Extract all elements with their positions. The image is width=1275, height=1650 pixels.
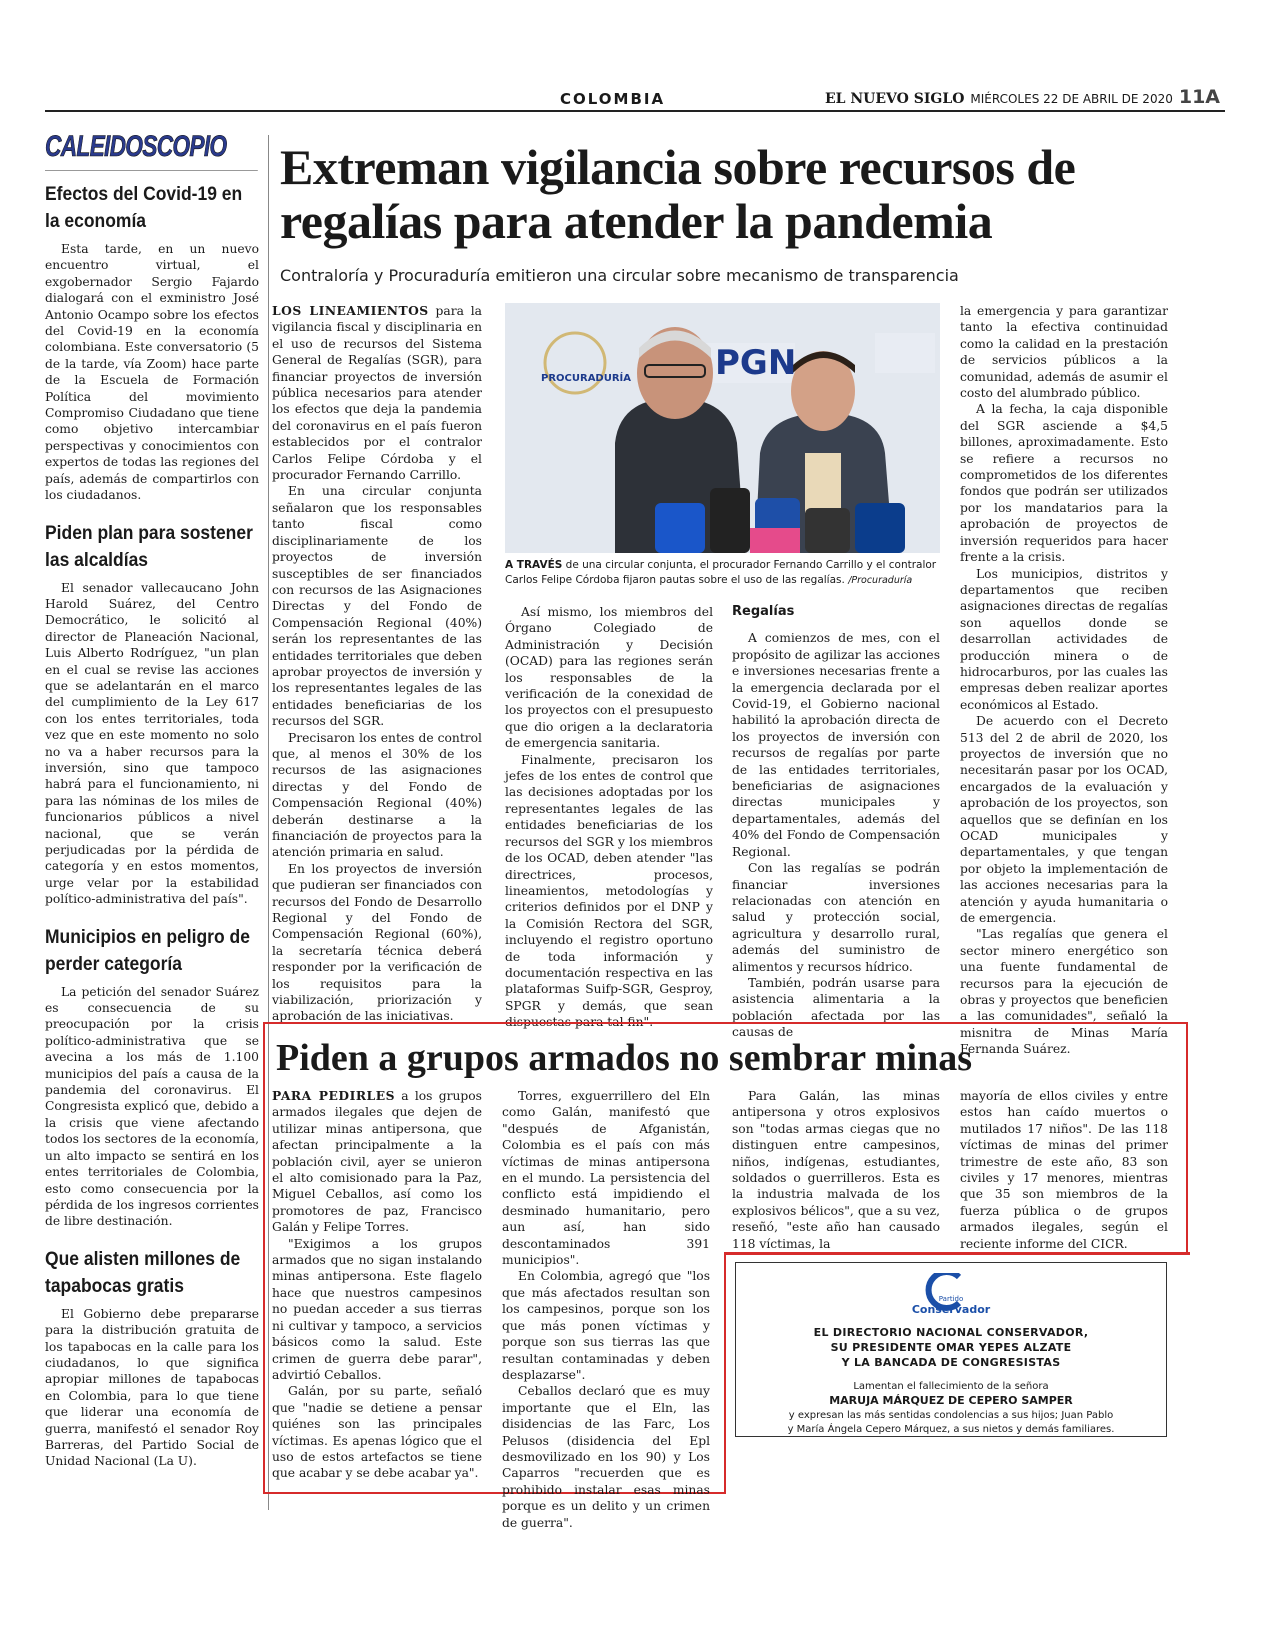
notice-heading-line: EL DIRECTORIO NACIONAL CONSERVADOR, — [813, 1326, 1089, 1339]
paragraph: mayoría de ellos civiles y entre estos han caído muertos o mutilados 17 niños". De las 118 víctimas de minas del primer trimestre de este año, 83 son civiles y 17 menores, mientras que 35 son miembros de la fuerza pública o de grupos armados ilegales, según el reciente informe del CICR. — [960, 1089, 1168, 1251]
newspaper-name: EL NUEVO SIGLO — [824, 91, 965, 107]
brief-body: Esta tarde, en un nuevo encuentro virtual, el exgobernador Sergio Fajardo dialogará con el exministro José Antonio Ocampo sobre los efectos del Covid-19 en la economía colombiana. Este conversatorio (5 de la tarde, vía Zoom) hace parte de la Escuela de Formación Política del movimiento Compromiso Ciudadano que tiene como objetivo intercambiar perspectivas y conocimientos con expertos de todas las regiones del país, además de compartirlos con los ciudadanos. — [45, 242, 259, 503]
brief-body: La petición del senador Suárez es consecuencia de su preocupación por la crisis político-administrativa que se avecina a los más de 1.100 municipios del país a causa de la pandemia del coronavirus. El Congresista explicó que, debido a la crisis que viene afectando todos los sectores de la economía, un alto impacto se sentirá en los entes territoriales de Colombia, esto como consecuencia por la pérdida de los ingresos corrientes de libre destinación. — [45, 984, 259, 1229]
brief-body: El senador vallecaucano John Harold Suárez, del Centro Democrático, le solicitó al director de Planeación Nacional, Luis Alberto Rodríguez, "un plan en el cual se revise las acciones que se adelantarán en el marco del cumplimiento de la Ley 617 con los entes territoriales, toda vez que en este momento no solo no va a haber recursos para la inversión, sino que tampoco habrá para el funcionamiento, ni para las nóminas de los miles de funcionarios públicos a nivel nacional, que se verán perjudicadas por la pérdida de categoría y en estos momentos, urge velar por la estabilidad político-administrativa del país". — [45, 580, 259, 907]
caleidoscopio-banner: CALEIDOSCOPIO — [45, 130, 258, 171]
paragraph: A la fecha, la caja disponible del SGR asciende a $4,5 billones, aproximadamente. Esto se refiere a recursos no comprometidos de los diferentes fondos que podrán ser utilizados por los mandatarios para la aprobación de proyectos de inversión requeridos para hacer frente a la crisis. — [960, 402, 1168, 565]
paragraph: para la vigilancia fiscal y disciplinaria en el uso de recursos del Sistema General de Regalías (SGR), para financiar proyectos de inversión pública necesarios para atender los efectos que deja la pandemia del coronavirus en el país fueron establecidos por el contralor Carlos Felipe Córdoba y el procurador Fernando Carrillo. — [272, 304, 482, 483]
caption-text: de una circular conjunta, el procurador Fernando Carrillo y el contralor Carlos Felipe Córdoba fijaron pautas sobre el uso de las regalías. — [505, 559, 937, 586]
lead-word: LOS LINEAMIENTOS — [272, 303, 429, 318]
paragraph: "Exigimos a los grupos armados que no sigan instalando minas antipersona. Este flagelo hace que nuestros campesinos no puedan acceder a sus tierras ni cultivar y tampoco, a servicios básicos como la salud. Este crimen de guerra debe parar", advirtió Ceballos. — [272, 1236, 482, 1382]
main-subheadline: Contraloría y Procuraduría emitieron una circular sobre mecanismo de transparencia — [280, 266, 959, 285]
deceased-name: MARUJA MÁRQUEZ DE CEPERO SAMPER — [829, 1394, 1073, 1407]
section-label: COLOMBIA — [560, 90, 666, 108]
brief-headline: Efectos del Covid-19 en la economía — [45, 184, 243, 232]
pgn-logo-text: PGN — [715, 343, 797, 383]
press-photo — [505, 303, 940, 553]
notice-heading-line: SU PRESIDENTE OMAR YEPES ALZATE — [830, 1341, 1072, 1354]
crosshead: Regalías — [732, 604, 795, 619]
notice-body — [736, 1380, 1166, 1437]
paragraph: Los municipios, distritos y departamentos que reciben asignaciones directas de regalías son aquellos donde se desarrollan actividades de producción minera o de hidrocarburos, por las cuales las empresas deben realizar aportes económicos al Estado. — [960, 566, 1168, 712]
procuraduria-banner-text: PROCURADURÍA — [541, 373, 632, 384]
notice-text: y María Ángela Cepero Márquez, a sus nietos y demás familiares. — [787, 1424, 1115, 1435]
paragraph: Ceballos declaró que es muy importante que el Eln, las disidencias de las Farc, Los Pelusos (disidencia del Epl desmovilizado en los 90) y Los Caparros "recuerden que es prohibido instalar esas minas porque es un delito y un crimen de guerra". — [502, 1384, 710, 1530]
issue-date: MIÉRCOLES 22 DE ABRIL DE 2020 — [970, 92, 1173, 106]
paragraph: "Las regalías que genera el sector minero energético son una fuente fundamental de recursos para la ejecución de obras y proyectos que beneficien a las comunidades", señaló la misnitra de Minas María Fernanda Suárez. — [960, 927, 1168, 1057]
paragraph: Así mismo, los miembros del Órgano Colegiado de Administración y Decisión (OCAD) para las regiones serán los responsables de la verificación de la conexidad de los proyectos con el presupuesto que dio origen a la declaratoria de emergencia sanitaria. — [505, 605, 713, 751]
highlight-box-join — [724, 1252, 1190, 1255]
photo-caption — [505, 558, 940, 588]
main-story-column-3 — [732, 604, 940, 1041]
caleidoscopio-column — [45, 130, 259, 1486]
main-story-column-4 — [960, 303, 1168, 1058]
masthead-info — [825, 86, 1220, 108]
main-headline: Extreman vigilancia sobre recursos de regalías para atender la pandemia — [280, 139, 1076, 249]
notice-heading — [736, 1325, 1166, 1370]
paragraph: Con las regalías se podrán financiar inversiones relacionadas con atención en salud y protección social, agricultura y desarrollo rural, además del suministro de alimentos y recursos hídrico. — [732, 861, 940, 974]
header-rule — [45, 110, 1225, 112]
obituary-notice — [735, 1262, 1167, 1437]
paragraph: Para Galán, las minas antipersona y otros explosivos son "todas armas ciegas que no distinguen entre campesinos, niños, indígenas, estudiantes, soldados o guerrilleros. Esta es la industria malvada de los explosivos bélicos", que a su vez, reseñó, "este año han causado 118 víctimas, la — [732, 1089, 940, 1251]
paragraph: Finalmente, precisaron los jefes de los entes de control que las decisiones adoptadas por los representantes legales de las entidades beneficiarias de los recursos del SGR y los miembros de los OCAD, deben atender "las directrices, procesos, lineamientos, metodologías y criterios definidos por el DNP y la Comisión Rectora del SGR, incluyendo el registro oportuno de toda información y documentación respectiva en las plataformas Suifp-SGR, Gesproy, SPGR y demás, que sean dispuestas para tal fin". — [505, 752, 713, 1030]
main-story-column-1 — [272, 303, 482, 1025]
notice-heading-line: Y LA BANCADA DE CONGRESISTAS — [841, 1356, 1061, 1369]
brief-body: El Gobierno debe prepararse para la distribución gratuita de los tapabocas en la calle para los ciudadanos, lo que significa apropiar millones de tapabocas en Colombia, para lo que tiene que liderar una economía de guerra, manifestó el senador Roy Barreras, del Partido Social de Unidad Nacional (La U). — [45, 1306, 259, 1469]
brief-headline: Piden plan para sostener las alcaldías — [45, 522, 253, 571]
logo-small-text: Partido — [938, 1295, 964, 1303]
brief-headline: Que alisten millones de tapabocas gratis — [45, 1248, 241, 1297]
main-story-column-2 — [505, 604, 713, 1031]
paragraph: la emergencia y para garantizar tanto la efectiva continuidad como la calidad en la prestación de servicios públicos a la comunidad, además de asumir el costo del alumbrado público. — [960, 304, 1168, 401]
paragraph: De acuerdo con el Decreto 513 del 2 de abril de 2020, los proyectos de inversión que no necesitarán pasar por los OCAD, encargados de la evaluación y aprobación de los proyectos, son aquellos que se definían en los OCAD municipales y departamentales, y que tengan por objeto la implementación de las acciones necesarias para la atención y ayuda humanitaria o de emergencia. — [960, 714, 1168, 926]
notice-text: y expresan las más sentidas condolencias a sus hijos; Juan Pablo — [788, 1410, 1114, 1421]
paragraph: En Colombia, agregó que "los que más afectados resultan son los campesinos, porque son los que más ponen víctimas y porque son sus tierras las que resultan contaminadas y deben desplazarse". — [502, 1269, 710, 1382]
paragraph: En una circular conjunta señalaron que los responsables tanto fiscal como disciplinariamente de los proyectos de inversión susceptibles de ser financiados con recursos de las Asignaciones Directas y del Fondo de Compensación Regional (40%) serán los representantes de las entidades territoriales que deben aprobar proyectos de inversión y los representantes legales de las entidades beneficiarias de los recursos del SGR. — [272, 484, 482, 729]
logo-name-text: Conservador — [911, 1303, 991, 1316]
paragraph: a los grupos armados ilegales que dejen de utilizar minas antipersona, que afectan principalmente a la población civil, ayer se unieron el alto comisionado para la Paz, Miguel Ceballos, así como los promotores de paz, Francisco Galán y Felipe Torres. — [272, 1089, 482, 1235]
secondary-story-column-1 — [272, 1088, 482, 1482]
secondary-story-column-3 — [732, 1088, 940, 1252]
paragraph: Torres, exguerrillero del Eln como Galán, manifestó que "después de Afganistán, Colombia es el país con más víctimas de minas antipersona en el mundo. La persistencia del conflicto está impidiendo el desminado humanitario, pero aun así, han sido descontaminados 391 municipios". — [502, 1089, 710, 1268]
paragraph: También, podrán usarse para asistencia alimentaria a la población afectada por las causas de — [732, 975, 940, 1040]
secondary-story-column-4 — [960, 1088, 1168, 1252]
party-logo — [911, 1273, 991, 1317]
brief-headline: Municipios en peligro de perder categoría — [45, 926, 250, 975]
secondary-story-column-2 — [502, 1088, 710, 1531]
notice-text: Lamentan el fallecimiento de la señora — [853, 1381, 1049, 1392]
paragraph: En los proyectos de inversión que pudieran ser financiados con recursos del Fondo de Desarrollo Regional y del Fondo de Compensación Regional (60%), la secretaría técnica deberá responder por la verificación de los requisitos para la viabilización, priorización y aprobación de las iniciativas. — [272, 861, 482, 1024]
paragraph: Galán, por su parte, señaló que "nadie se detiene a pensar quiénes son las principales víctimas. Es apenas lógico que el uso de estos artefactos se tiene que acabar y se debe acabar ya". — [272, 1384, 482, 1481]
secondary-headline: Piden a grupos armados no sembrar minas — [276, 1037, 973, 1079]
caption-lead: A TRAVÉS — [505, 559, 563, 571]
paragraph: Precisaron los entes de control que, al menos el 30% de los recursos de las asignaciones directas y del Fondo de Compensación Regional (40%) deberán destinarse a la financiación de proyectos para la atención primaria en salud. — [272, 730, 482, 860]
page-number: 11A — [1178, 86, 1220, 108]
paragraph: A comienzos de mes, con el propósito de agilizar las acciones e inversiones necesarias frente a la emergencia declarada por el Covid-19, el Gobierno nacional habilitó la aprobación directa de los proyectos de inversión con recursos de regalías por parte de las entidades territoriales, beneficiarias de asignaciones directas municipales y departamentales, además del 40% del Fondo de Compensación Regional. — [732, 631, 941, 859]
photo-illustration — [505, 303, 940, 553]
photo-credit: /Procuraduría — [848, 575, 913, 586]
lead-word: PARA PEDIRLES — [272, 1088, 395, 1103]
